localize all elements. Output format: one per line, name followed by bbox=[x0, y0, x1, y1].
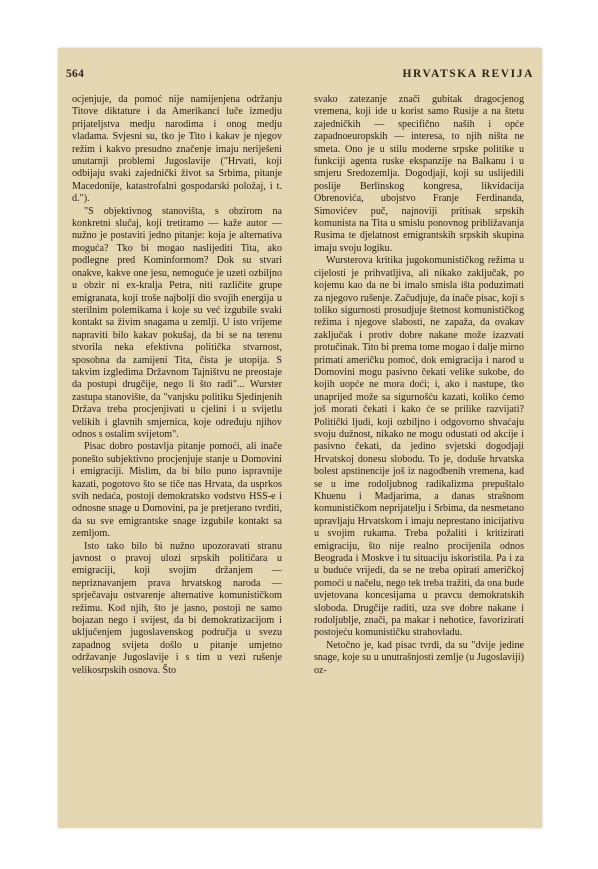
page-header bbox=[66, 68, 534, 84]
paragraph: svako zatezanje znači gubitak dragocjenog vremena, koji ide u korist samo Rusije a na štetu zajedničkih — specifično naših i opće zapadnoeuropskih — interesa, to njih ništa ne smeta. Ono je u stilu moderne srpske politike u funkciji agenta ruske ekspanzije na Balkanu i u smjeru Sredozemlja. Dogodjaji, koji su uslijedili poslije Berlinskog kongresa, likvidacija Obrenovića, ubojstvo Franje Ferdinanda, Simovićev puč, najnoviji pritisak srpskih komunista na Tita u smislu ponovnog približavanja Rusima te djelatnost emigrantskih srpskih skupina imaju svoju logiku. bbox=[314, 94, 524, 254]
paragraph: Pisac dobro postavlja pitanje pomoći, ali inače ponešto subjektivno procjenjuje stanje u Domovini i emigraciji. Mislim, da bi bilo puno ispravnije kazati, pogotovo što se tiče nas Hrvata, da usprkos svih nedaća, postoji demokratsko vodstvo HSS-e i odnosne snage u Domovini, pa je pretjerano tvrditi, da su sve emigrantske snage izgubile kontakt sa zemljom. bbox=[72, 441, 282, 540]
page-number: 564 bbox=[66, 68, 85, 80]
paragraph: Wursterova kritika jugokomunističkog režima u cijelosti je prihvatljiva, ali nikako zaključak, po kojemu kao da ne bi imalo smisla išta poduzimati za njegovo rušenje. Začudjuje, da inače pisac, koji s toliko sigurnosti prosudjuje štetnost komunističkog režima i njegove slabosti, ne zapaža, da ovakav zaključak i protiv dobre nakane može izazvati protučinak. Tito bi prema tome mogao i dalje mirno primati američku pomoć, dok emigracija i narod u Domovini mogu pasivno čekati velike sukobe, do kojih uopće ne mora doći; i, ako i nastupe, tko unaprijed može sa sigurnošću kazati, koliko ćemo još morati čekati i kako će se prilike razvijati? Politički ljudi, koji ozbiljno i odgovorno shvaćaju svoju dužnost, nikako ne mogu odustati od akcije i pasivno čekati, da jedino svjetski dogodjaji Hrvatskoj donesu slobodu. To je, doduše hrvatska bolest apstinencije još iz nagodbenih vremena, kad se u ime rodoljubnog radikalizma prepuštalo Khuenu i Madjarima, a danas strašnom komunističkom neprijatelju i Srbima, da nesmetano upravljaju Hrvatskom i imaju neprestano inicijativu u svojim rukama. Treba požaliti i kritizirati emigraciju, što nije realno procijenila odnos Beograda i Moskve i tu situaciju iskoristila. Pa i za u buduće vrijedi, da se ne treba opirati američkoj pomoći u načelu, nego tek treba tražiti, da ona bude uvjetovana koncesijama u pravcu demokratskih sloboda. Drugčije raditi, uza sve dobre nakane i rodoljublje, znači, pa makar i nehotice, favorizirati postojeću komunističku strahovladu. bbox=[314, 255, 524, 639]
left-text-column bbox=[72, 94, 282, 677]
right-text-column bbox=[314, 94, 524, 677]
journal-page bbox=[58, 48, 542, 828]
paragraph: "S objektivnog stanovišta, s obzirom na konkretni slučaj, koji tretiramo — kaže autor — nužno je postaviti jedno pitanje: koja je alternativa moguća? Tko bi mogao naslijediti Tita, ako podlegne pred Kominformom? Dok su stvari onakve, kakve one jesu, nemoguće je uzeti ozbiljno u obzir ni ex-kralja Petra, niti različite grupe emigranata, koji troše najbolji dio svojih energija u sterilnim polemikama i koje su već izgubile svaki kontakt sa živim snagama u zemlji. U isto vrijeme napraviti bilo kakav pokušaj, da bi se na terenu stvorila neka efektivna politička stvarnost, sposobna da zamijeni Tita, čista je utopija. S takvim izgledima Državnom Tajništvu ne preostaje da postupi drugčije, nego li što radi"... Wurster zastupa stanovište, da "vanjsku politiku Sjedinjenih Država treba procjenjivati u cjelini i u svijetlu velikih i glavnih smjernica, koje određuju njihov odnos s ostalim svijetom". bbox=[72, 205, 282, 440]
paragraph: ocjenjuje, da pomoć nije namijenjena održanju Titove diktature i da Amerikanci luče izmedju prijateljstva medju narodima i onog medju vladama. Svjesni su, tko je Tito i kakav je njegov režim i kakvo presudno značenje imaju neriješeni unutarnji problemi Jugoslavije ("Hrvati, koji odbijaju svaki zajednički život sa Srbima, pitanje Macedonije, katastrofalni gospodarski položaj, i t. d."). bbox=[72, 94, 282, 205]
paragraph: Netočno je, kad pisac tvrdi, da su "dvije jedine snage, koje su u unutrašnjosti zemlje (u Jugoslaviji) oz- bbox=[314, 639, 524, 676]
running-title: HRVATSKA REVIJA bbox=[402, 68, 534, 80]
paragraph: Isto tako bilo bi nužno upozoravati stranu javnost o pravoj ulozi srpskih političara u emigraciji, koji svojim držanjem — nepriznavanjem prava hrvatskog naroda — sprječavaju ostvarenje alternative komunističkom režimu. Kod njih, što je jasno, postoji ne samo bojazan nego i svijest, da bi demokratizacijom i uključenjem jugoslavenskog područja u svezu zapadnog svijeta došlo u pitanje umjetno održavanje Jugoslavije i s tim u vezi rušenje velikosrpskih osnova. Što bbox=[72, 540, 282, 676]
